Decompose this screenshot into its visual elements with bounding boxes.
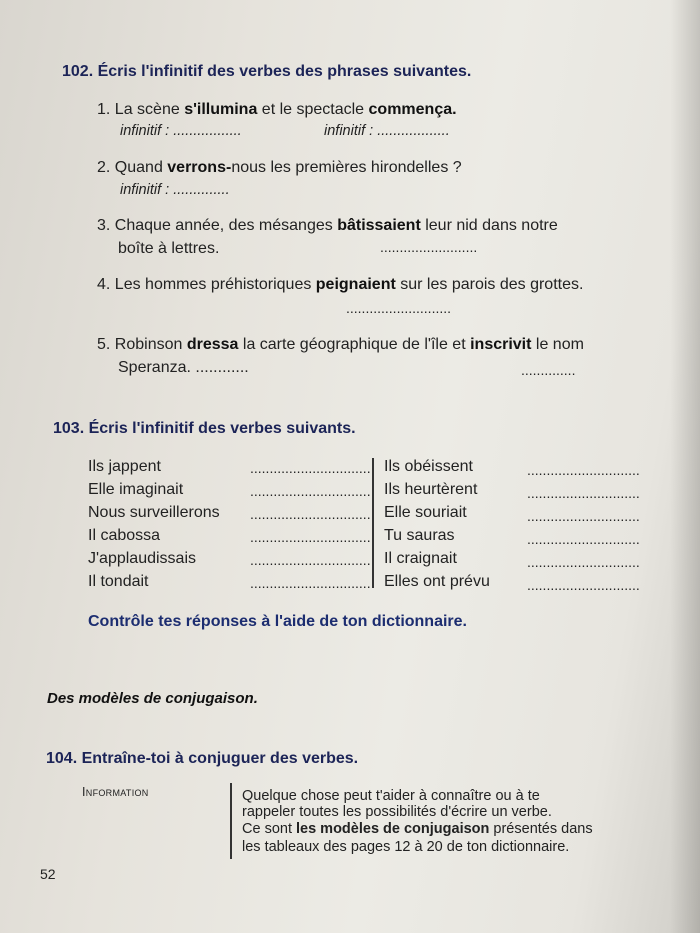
ex103-right-answer[interactable]: .............................: [527, 462, 640, 478]
ex102-item-5-answer-a[interactable]: ............: [195, 359, 249, 376]
ex103-right-verb: Ils heurtèrent: [384, 481, 478, 498]
ex102-item-3: 3. Chaque année, des mésanges bâtissaient leur nid dans notre: [97, 217, 558, 234]
ex103-left-answer[interactable]: ...............................: [250, 575, 371, 591]
ex104-info-divider: [230, 783, 232, 859]
ex102-item-3-line2: boîte à lettres.: [118, 240, 220, 257]
ex103-left-verb: Elle imaginait: [88, 481, 184, 498]
ex103-title: 103. Écris l'infinitif des verbes suivants.: [53, 420, 356, 437]
ex103-left-answer[interactable]: ...............................: [250, 529, 371, 545]
ex102-item-4-answer[interactable]: ...........................: [346, 300, 452, 316]
ex102-item-1: 1. La scène s'illumina et le spectacle commença.: [97, 101, 457, 118]
ex103-left-verb: Nous surveillerons: [88, 504, 220, 521]
ex103-left-answer[interactable]: ...............................: [250, 460, 371, 476]
ex103-right-answer[interactable]: .............................: [527, 508, 640, 524]
page-spine-shadow: [670, 0, 700, 933]
ex102-item-1-answer-a[interactable]: infinitif : .................: [120, 123, 242, 139]
ex103-right-answer[interactable]: .............................: [527, 577, 640, 593]
ex103-right-verb: Elle souriait: [384, 504, 467, 521]
ex103-right-verb: Ils obéissent: [384, 458, 473, 475]
ex103-left-answer[interactable]: ...............................: [250, 506, 371, 522]
ex102-item-2: 2. Quand verrons-nous les premières hirondelles ?: [97, 159, 462, 176]
ex103-left-verb: Il cabossa: [88, 527, 161, 544]
ex102-item-3-answer[interactable]: .........................: [380, 239, 478, 255]
ex103-left-answer[interactable]: ...............................: [250, 483, 371, 499]
ex103-left-verb: Ils jappent: [88, 458, 161, 475]
ex102-item-5-line2: Speranza. ............: [118, 359, 249, 376]
ex103-left-verb: Il tondait: [88, 573, 149, 590]
ex103-right-answer[interactable]: .............................: [527, 554, 640, 570]
ex103-right-answer[interactable]: .............................: [527, 531, 640, 547]
ex103-column-divider: [372, 458, 374, 588]
ex102-item-4: 4. Les hommes préhistoriques peignaient sur les parois des grottes.: [97, 276, 584, 293]
ex103-right-verb: Tu sauras: [384, 527, 455, 544]
ex102-title: 102. Écris l'infinitif des verbes des phrases suivantes.: [62, 63, 472, 80]
ex104-info-label: Information: [82, 785, 149, 799]
ex104-info-line-4: les tableaux des pages 12 à 20 de ton dictionnaire.: [242, 839, 570, 855]
ex103-left-verb: J'applaudissais: [88, 550, 197, 567]
ex102-item-2-answer[interactable]: infinitif : ..............: [120, 182, 230, 198]
ex103-right-answer[interactable]: .............................: [527, 485, 640, 501]
ex103-control-note: Contrôle tes réponses à l'aide de ton dictionnaire.: [88, 613, 467, 630]
ex102-item-5: 5. Robinson dressa la carte géographique de l'île et inscrivit le nom: [97, 336, 584, 353]
section-heading: Des modèles de conjugaison.: [47, 690, 258, 707]
ex102-item-1-answer-b[interactable]: infinitif : ..................: [324, 123, 450, 139]
ex102-item-5-answer-b[interactable]: ..............: [521, 362, 576, 378]
ex103-left-answer[interactable]: ...............................: [250, 552, 371, 568]
ex104-title: 104. Entraîne-toi à conjuguer des verbes.: [46, 750, 359, 767]
ex103-right-verb: Il craignait: [384, 550, 457, 567]
ex104-info-line-3: Ce sont les modèles de conjugaison présentés dans: [242, 821, 593, 837]
ex104-info-line-1: Quelque chose peut t'aider à connaître ou à te: [242, 788, 540, 804]
ex104-info-line-2: rappeler toutes les possibilités d'écrire un verbe.: [242, 804, 552, 820]
ex103-right-verb: Elles ont prévu: [384, 573, 490, 590]
page-number: 52: [40, 866, 56, 882]
